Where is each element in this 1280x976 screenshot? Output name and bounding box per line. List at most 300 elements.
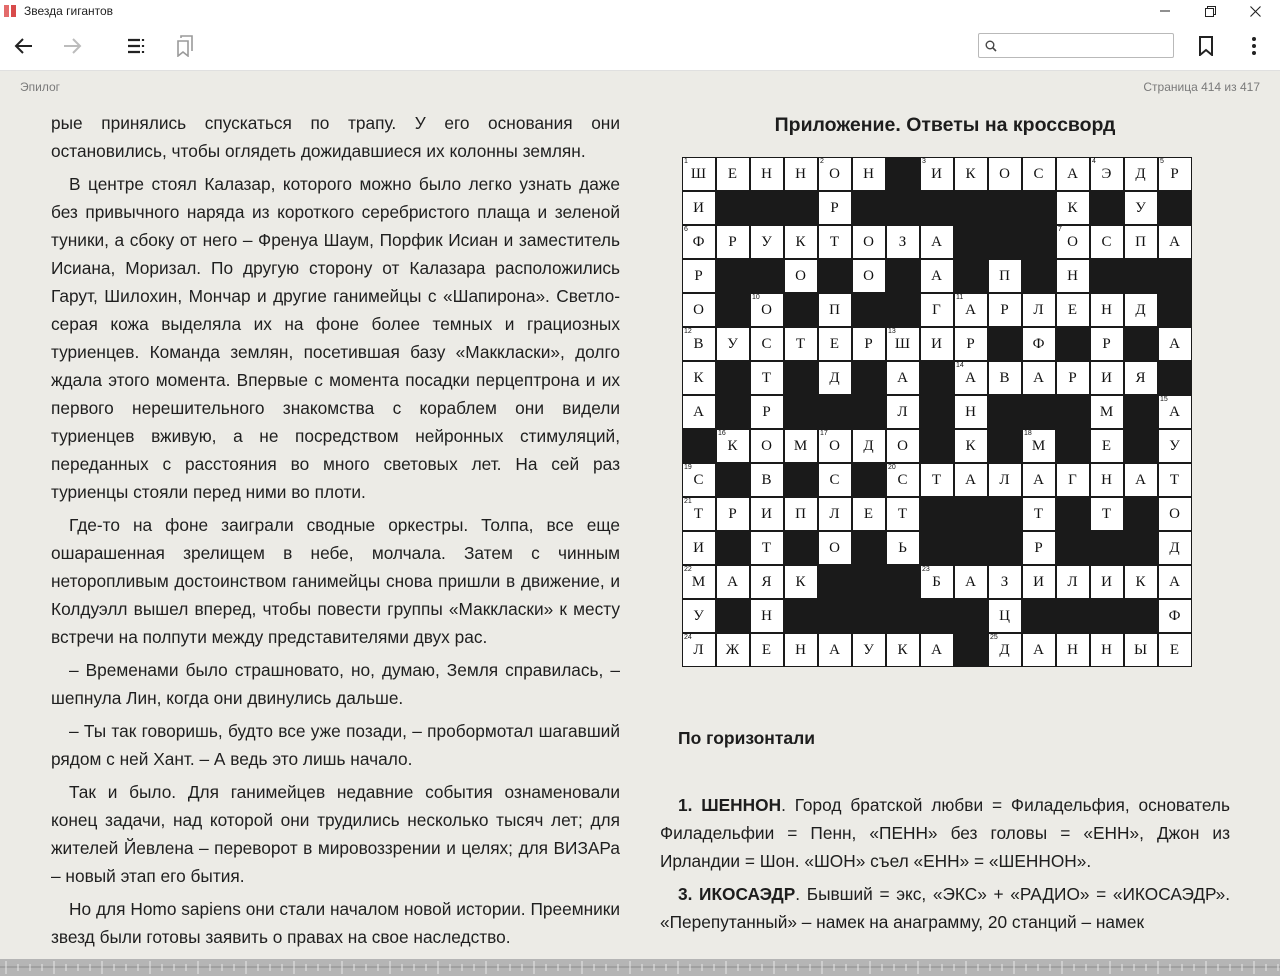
crossword-letter: Р [1170,166,1180,182]
crossword-cell [1056,293,1090,327]
crossword-block [784,361,818,395]
crossword-cell [954,429,988,463]
crossword-letter: Т [931,472,943,488]
crossword-block [1056,429,1090,463]
crossword-block [886,599,920,633]
crossword-block [954,259,988,293]
crossword-cell [1124,361,1158,395]
paragraph: Где-то на фоне заиграли сводные оркестры. Толпа, все еще ошарашенная зрелищем в небе, молчала. Затем с чинным неторопливым достоинством ганимейцы снова пришли в движение, и Колдуэлл вышел вперед, чтобы повести группы «Макклаcки» к месту встречи на полпути между представителями двух рас. [51,515,620,647]
crossword-cell [1022,531,1056,565]
crossword-cell [852,497,886,531]
crossword-cell [682,463,716,497]
crossword-block [1056,531,1090,565]
page-scrubber[interactable] [0,959,1280,976]
crossword-letter: П [829,302,841,318]
crossword-cell [1022,463,1056,497]
crossword-cell [784,429,818,463]
crossword-letter: И [1101,574,1113,590]
crossword-cell [1158,633,1192,667]
crossword-letter: Л [693,642,705,658]
crossword-cell [920,565,954,599]
crossword-cell [886,497,920,531]
clue-number: 21 [684,498,692,505]
crossword-cell [784,633,818,667]
across-heading: По горизонтали [678,728,816,748]
crossword-letter: К [1067,200,1079,216]
crossword-cell [682,395,716,429]
crossword-block [818,565,852,599]
crossword-cell [1090,225,1124,259]
crossword-cell [1022,157,1056,191]
crossword-cell [886,633,920,667]
crossword-letter: Г [1068,472,1078,488]
restore-icon [1205,6,1216,17]
crossword-letter: П [999,268,1011,284]
crossword-cell [988,259,1022,293]
crossword-cell [954,463,988,497]
clue-number: 22 [684,566,692,573]
crossword-cell [1158,497,1192,531]
crossword-cell [852,225,886,259]
crossword-letter: А [931,268,943,284]
crossword-letter: П [795,506,807,522]
bookmarks-list-button[interactable] [169,30,201,62]
minimize-button[interactable] [1142,0,1188,22]
crossword-cell [818,157,852,191]
crossword-block [1090,191,1124,225]
crossword-letter: В [761,472,773,488]
crossword-letter: О [897,438,909,454]
crossword-letter: У [1135,200,1147,216]
crossword-cell [1090,361,1124,395]
crossword-cell [920,633,954,667]
crossword-letter: О [863,234,875,250]
crossword-cell [750,395,784,429]
crossword-cell [818,191,852,225]
crossword-cell [1124,225,1158,259]
crossword-cell [716,633,750,667]
crossword-letter: О [829,438,841,454]
crossword-block [852,361,886,395]
more-vertical-icon [1251,36,1257,56]
crossword-block [1022,225,1056,259]
crossword-block [716,531,750,565]
crossword-cell [988,157,1022,191]
crossword-letter: Б [932,574,942,590]
crossword-cell [1022,565,1056,599]
crossword-block [988,191,1022,225]
left-text-column [51,109,620,956]
restore-button[interactable] [1187,0,1233,22]
crossword-block [784,599,818,633]
window-title: Звезда гигантов [24,4,114,18]
crossword-letter: Н [1101,472,1113,488]
crossword-cell [1056,361,1090,395]
crossword-cell [1090,293,1124,327]
crossword-letter: Я [761,574,773,590]
crossword-cell [1090,565,1124,599]
crossword-cell [682,259,716,293]
crossword-cell [954,293,988,327]
crossword-cell [682,633,716,667]
appendix-title: Приложение. Ответы на кроссворд [774,114,1116,136]
crossword-letter: Н [965,404,977,420]
crossword-block [784,191,818,225]
crossword-letter: Р [1102,336,1112,352]
crossword-block [1022,259,1056,293]
crossword-block [1124,429,1158,463]
crossword-letter: Р [1034,540,1044,556]
crossword-block [1056,395,1090,429]
search-field[interactable] [978,33,1174,58]
crossword-block [784,395,818,429]
crossword-cell [818,633,852,667]
crossword-cell [988,633,1022,667]
crossword-letter: Ф [692,234,706,250]
clue-number: 5 [1160,158,1164,165]
crossword-letter: Е [1101,438,1113,454]
crossword-block [818,395,852,429]
title-bar [0,0,1280,22]
crossword-cell [682,599,716,633]
crossword-cell [988,599,1022,633]
answer-entry [660,791,1230,875]
bookmark-icon [1198,36,1214,56]
crossword-letter: Е [863,506,875,522]
crossword-letter: У [863,642,875,658]
crossword-letter: А [965,472,977,488]
crossword-letter: Е [1169,642,1181,658]
crossword-block [1124,395,1158,429]
crossword-cell [1056,157,1090,191]
crossword-letter: У [761,234,773,250]
crossword-block [886,259,920,293]
crossword-letter: Ш [690,166,708,182]
crossword-cell [750,531,784,565]
crossword-letter: О [761,302,773,318]
close-icon [1250,6,1261,17]
clue-number: 12 [684,328,692,335]
crossword-cell [784,157,818,191]
crossword-cell [954,395,988,429]
crossword-block [920,531,954,565]
crossword-cell [886,463,920,497]
crossword-letter: Р [728,234,738,250]
crossword-cell [920,327,954,361]
crossword-cell [682,327,716,361]
crossword-block [784,531,818,565]
crossword-letter: С [897,472,909,488]
forward-button[interactable] [56,30,88,62]
crossword-block [920,191,954,225]
clue-number: 1 [684,158,688,165]
clue-number: 13 [888,328,896,335]
crossword-letter: К [727,438,739,454]
crossword-block [716,361,750,395]
crossword-letter: К [795,574,807,590]
crossword-cell [784,327,818,361]
crossword-cell [886,395,920,429]
crossword-block [1124,531,1158,565]
crossword-letter: М [793,438,809,454]
crossword-cell [1124,293,1158,327]
crossword-letter: Р [864,336,874,352]
crossword-block [852,565,886,599]
crossword-letter: И [693,540,705,556]
crossword-letter: Л [897,404,909,420]
back-button[interactable] [8,30,40,62]
crossword-letter: У [727,336,739,352]
close-button[interactable] [1232,0,1278,22]
crossword-cell [1158,429,1192,463]
crossword-letter: Э [1101,166,1113,182]
crossword-letter: Н [761,608,773,624]
crossword-cell [1022,361,1056,395]
crossword-block [954,225,988,259]
crossword-letter: А [829,642,841,658]
crossword-letter: П [1135,234,1147,250]
crossword-cell [920,157,954,191]
crossword-block [852,463,886,497]
crossword-letter: В [999,370,1011,386]
crossword-block [852,191,886,225]
search-input[interactable] [1001,36,1169,55]
crossword-cell [852,327,886,361]
crossword-letter: А [931,642,943,658]
crossword-cell [716,327,750,361]
crossword-cell [1090,395,1124,429]
crossword-block [886,565,920,599]
crossword-letter: С [761,336,773,352]
crossword-letter: А [965,370,977,386]
crossword-block [954,633,988,667]
crossword-cell [886,327,920,361]
crossword-letter: А [965,574,977,590]
crossword-cell [682,565,716,599]
clue-number: 25 [990,634,998,641]
clue-number: 10 [752,294,760,301]
crossword-cell [886,225,920,259]
crossword-cell [1022,293,1056,327]
crossword-letter: Н [1101,642,1113,658]
crossword-letter: И [761,506,773,522]
crossword-letter: К [965,438,977,454]
crossword-letter: Л [1067,574,1079,590]
crossword-block [750,259,784,293]
answer-head: 1. ШЕННОН [678,795,782,815]
crossword-letter: О [999,166,1011,182]
answer-head: 3. ИКОСАЭДР [678,884,796,904]
crossword-block [1158,259,1192,293]
crossword-cell [954,565,988,599]
clue-number: 3 [922,158,926,165]
crossword-letter: Т [829,234,841,250]
crossword-cell [750,293,784,327]
crossword-cell [750,225,784,259]
crossword-letter: О [829,166,841,182]
crossword-cell [1056,463,1090,497]
crossword-block [716,259,750,293]
crossword-letter: Д [1169,540,1181,556]
crossword-letter: Т [1169,472,1181,488]
crossword-block [716,463,750,497]
crossword-cell [1124,633,1158,667]
clue-number: 17 [820,430,828,437]
crossword-cell [1056,259,1090,293]
crossword-cell [784,565,818,599]
crossword-block [920,429,954,463]
crossword-block [1090,599,1124,633]
crossword-letter: А [965,302,977,318]
crossword-block [988,429,1022,463]
app-book-icon [3,4,17,18]
answers-column [660,791,1230,941]
crossword-block [954,531,988,565]
back-arrow-icon [14,36,34,56]
crossword-cell [818,497,852,531]
crossword-cell [1158,327,1192,361]
crossword-cell [682,361,716,395]
crossword-block [1090,531,1124,565]
crossword-cell [988,463,1022,497]
clue-number: 20 [888,464,896,471]
crossword-letter: Л [999,472,1011,488]
crossword-cell [1124,157,1158,191]
crossword-letter: Л [829,506,841,522]
crossword-cell [886,531,920,565]
crossword-cell [886,429,920,463]
minimize-icon [1160,6,1170,16]
crossword-letter: А [1169,404,1181,420]
clue-number: 2 [820,158,824,165]
answer-text: . Бывший = экс, «ЭКС» + «РАДИО» = «ИКОСАЭДР». «Перепутанный» – намек на анаграмму, 20 станций – намек [660,884,1230,932]
crossword-block [1056,497,1090,531]
crossword-letter: Ь [898,540,908,556]
crossword-cell [716,225,750,259]
crossword-block [1124,259,1158,293]
crossword-cell [1090,633,1124,667]
crossword-block [988,395,1022,429]
crossword-cell [1158,599,1192,633]
answer-entry [660,880,1230,936]
clue-number: 11 [956,294,964,301]
crossword-letter: А [1033,642,1045,658]
forward-arrow-icon [62,36,82,56]
crossword-cell [818,293,852,327]
crossword-cell [716,429,750,463]
crossword-letter: К [795,234,807,250]
crossword-cell [784,497,818,531]
crossword-letter: Ф [1032,336,1046,352]
crossword-letter: А [727,574,739,590]
clue-number: 24 [684,634,692,641]
crossword-letter: А [1033,370,1045,386]
search-icon [985,40,997,52]
crossword-cell [682,531,716,565]
crossword-cell [818,361,852,395]
crossword-letter: У [693,608,705,624]
crossword-letter: С [1101,234,1113,250]
crossword-letter: И [1101,370,1113,386]
crossword-letter: Р [762,404,772,420]
crossword-letter: Н [863,166,875,182]
crossword-block [716,191,750,225]
crossword-letter: А [1169,234,1181,250]
paragraph: – Временами было страшновато, но, думаю, Земля справилась, – шепнула Лин, когда они двинулись дальше. [51,660,620,708]
crossword-cell [1056,565,1090,599]
crossword-cell [1022,633,1056,667]
crossword-cell [1056,633,1090,667]
crossword-cell [1158,225,1192,259]
crossword-cell [716,497,750,531]
crossword-block [1124,599,1158,633]
crossword-block [954,497,988,531]
crossword-block [852,599,886,633]
more-menu-button[interactable] [1238,30,1270,62]
crossword-cell [784,225,818,259]
crossword-cell [1022,327,1056,361]
crossword-letter: А [1169,574,1181,590]
crossword-letter: И [931,336,943,352]
crossword-cell [716,157,750,191]
crossword-cell [818,225,852,259]
reading-page[interactable] [0,71,1280,959]
crossword-letter: М [691,574,707,590]
crossword-letter: М [1099,404,1115,420]
crossword-letter: У [1169,438,1181,454]
crossword-block [1124,497,1158,531]
crossword-letter: Р [966,336,976,352]
contents-button[interactable] [121,30,153,62]
crossword-letter: Т [1101,506,1113,522]
bookmark-button[interactable] [1190,30,1222,62]
crossword-block [988,497,1022,531]
crossword-cell [716,565,750,599]
crossword-cell [1056,191,1090,225]
crossword-block [716,395,750,429]
crossword-cell [1090,327,1124,361]
crossword-letter: Я [1135,370,1147,386]
crossword-grid [682,157,1196,673]
clue-number: 15 [1160,396,1168,403]
crossword-cell [920,259,954,293]
crossword-letter: Е [761,642,773,658]
crossword-block [1124,327,1158,361]
crossword-cell [920,463,954,497]
crossword-cell [750,157,784,191]
crossword-letter: Г [932,302,942,318]
crossword-cell [750,361,784,395]
crossword-block [716,599,750,633]
paragraph: – Ты так говоришь, будто все уже позади, – пробормотал шагавший рядом с ней Хант. – А ведь это лишь начало. [51,721,620,769]
crossword-cell [852,633,886,667]
crossword-block [784,463,818,497]
crossword-cell [954,157,988,191]
crossword-letter: Д [829,370,841,386]
crossword-cell [920,225,954,259]
crossword-letter: О [1067,234,1079,250]
crossword-letter: Д [1135,302,1147,318]
crossword-letter: Т [761,540,773,556]
crossword-cell [1158,395,1192,429]
crossword-cell [852,429,886,463]
crossword-cell [988,361,1022,395]
crossword-letter: К [965,166,977,182]
crossword-cell [1124,191,1158,225]
crossword-letter: Р [830,200,840,216]
crossword-block [1158,293,1192,327]
crossword-letter: Т [897,506,909,522]
